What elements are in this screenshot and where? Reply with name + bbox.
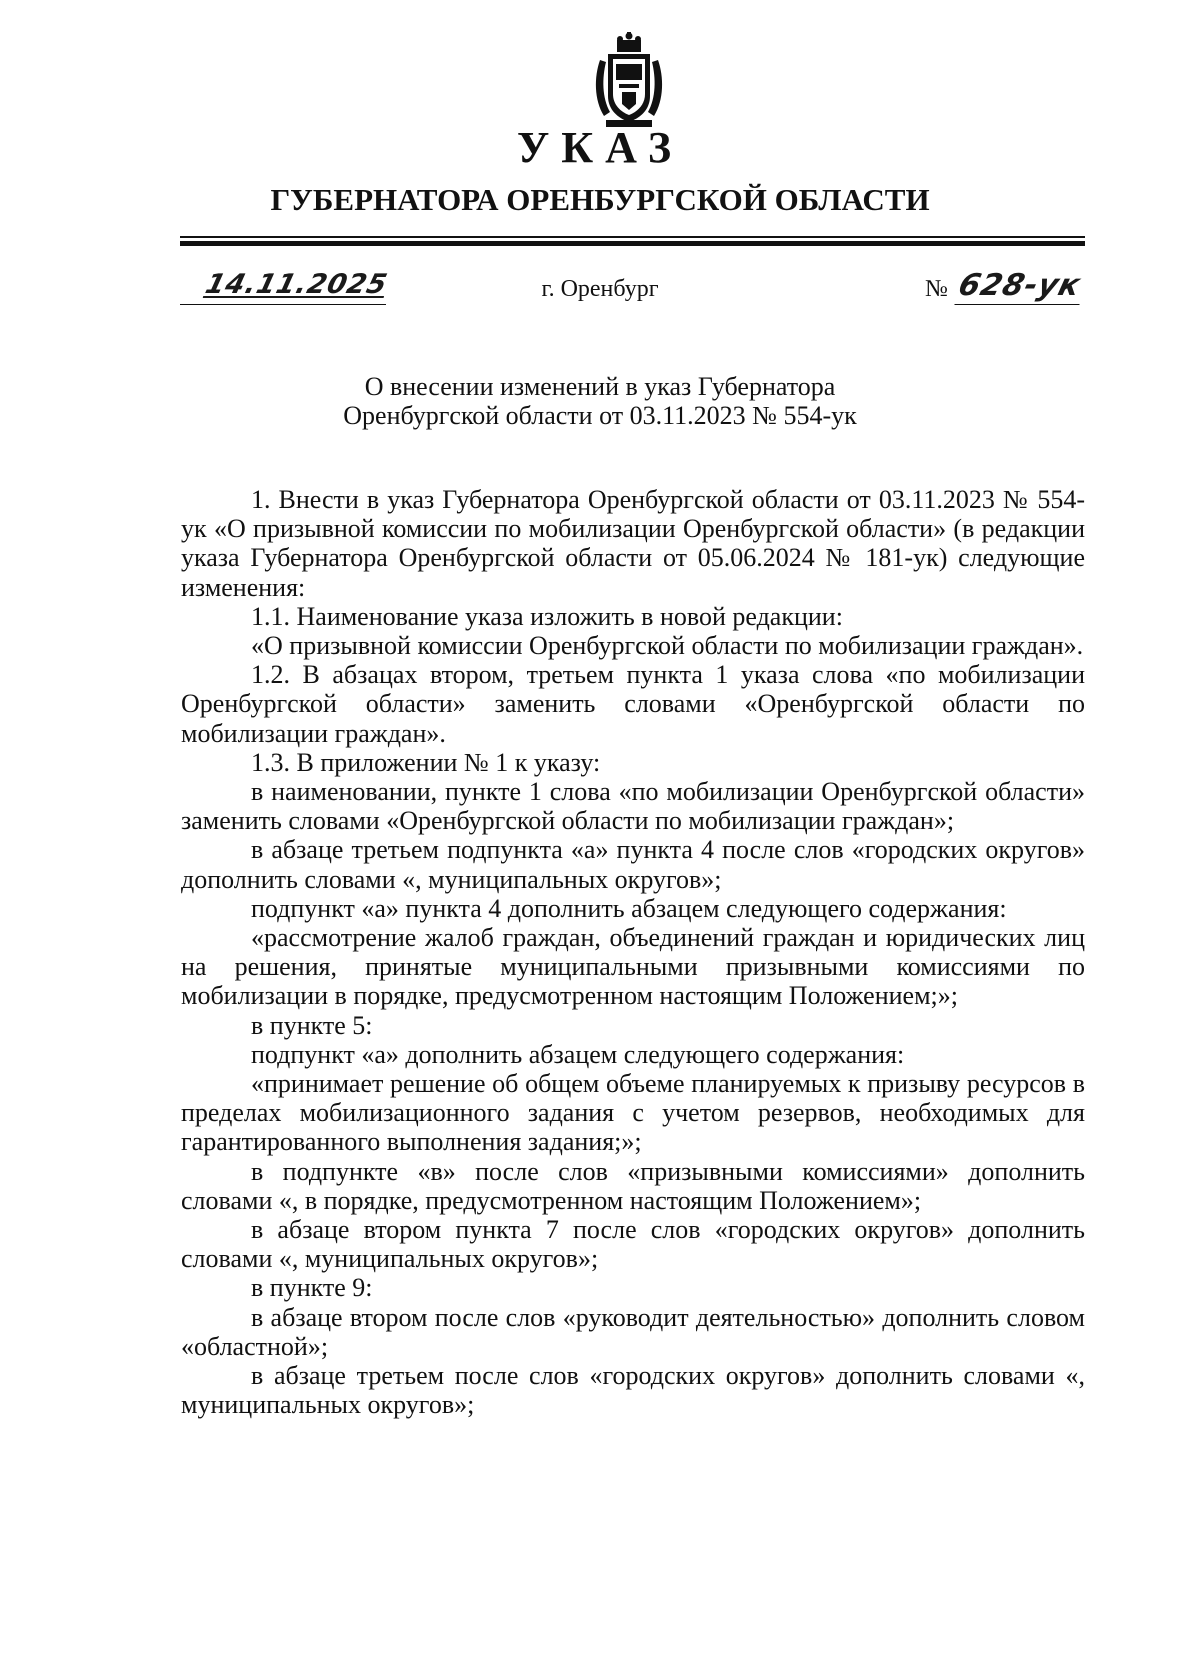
body-paragraph: «принимает решение об общем объеме планируемых к призыву ресурсов в пределах мобилизационного задания с учетом резервов, необходимых для гарантированного выполнения задания;»; [181, 1069, 1085, 1157]
body-paragraph: подпункт «а» пункта 4 дополнить абзацем следующего содержания: [251, 893, 1007, 923]
body-paragraph: 1.3. В приложении № 1 к указу: [251, 747, 601, 777]
body-paragraph: 1.2. В абзацах втором, третьем пункта 1 указа слова «по мобилизации Оренбургской области» заменить словами «Оренбургской области по мобилизации граждан». [181, 660, 1085, 748]
body-paragraph: 1. Внести в указ Губернатора Оренбургской области от 03.11.2023 № 554-ук «О призывной комиссии по мобилизации Оренбургской области» (в редакции указа Губернатора Оренбургской области от 05.06.2024 № 181-ук) следующие изменения: [181, 485, 1085, 602]
body-paragraph: в наименовании, пункте 1 слова «по мобилизации Оренбургской области» заменить словами «Оренбургской области по мобилизации граждан»; [181, 777, 1085, 836]
body-paragraph: в абзаце втором пункта 7 после слов «городских округов» дополнить словами «, муниципальных округов»; [181, 1215, 1085, 1274]
decree-number-field [925, 268, 1090, 312]
decree-title: УКАЗ [516, 123, 684, 172]
body-paragraph: в пункте 5: [251, 1010, 373, 1040]
number-sign: № [925, 276, 948, 302]
decree-issuer: ГУБЕРНАТОРА ОРЕНБУРГСКОЙ ОБЛАСТИ [270, 182, 930, 217]
orenburg-coat-of-arms-icon [592, 32, 666, 130]
decree-subject-line: Оренбургской области от 03.11.2023 № 554-ук [343, 401, 857, 430]
body-paragraph: в подпункте «в» после слов «призывными комиссиями» дополнить словами «, в порядке, предусмотренном настоящим Положением»; [181, 1156, 1085, 1215]
body-paragraph: «О призывной комиссии Оренбургской области по мобилизации граждан». [251, 631, 1084, 661]
decree-subject [0, 372, 1200, 430]
decree-date: 14.11.2025 [202, 269, 391, 300]
header-rule-thin [180, 236, 1085, 238]
body-paragraph: 1.1. Наименование указа изложить в новой редакции: [251, 601, 843, 631]
decree-number: 628-ук [954, 268, 1088, 305]
body-paragraph: в абзаце третьем после слов «городских округов» дополнить словами «, муниципальных округов»; [181, 1361, 1085, 1420]
body-paragraph: в пункте 9: [251, 1273, 373, 1303]
body-paragraph: в абзаце втором после слов «руководит деятельностью» дополнить словом «областной»; [181, 1302, 1085, 1361]
decree-subject-line: О внесении изменений в указ Губернатора [364, 372, 836, 401]
decree-body [181, 485, 1085, 1420]
decree-city: г. Оренбург [541, 276, 659, 302]
body-paragraph: «рассмотрение жалоб граждан, объединений граждан и юридических лиц на решения, принятые муниципальными призывными комиссиями по мобилизации в порядке, предусмотренном настоящим Положением;»; [181, 923, 1085, 1011]
body-paragraph: подпункт «а» дополнить абзацем следующего содержания: [251, 1039, 905, 1069]
header-rule-thick [180, 241, 1085, 246]
body-paragraph: в абзаце третьем подпункта «а» пункта 4 после слов «городских округов» дополнить словами «, муниципальных округов»; [181, 835, 1085, 894]
